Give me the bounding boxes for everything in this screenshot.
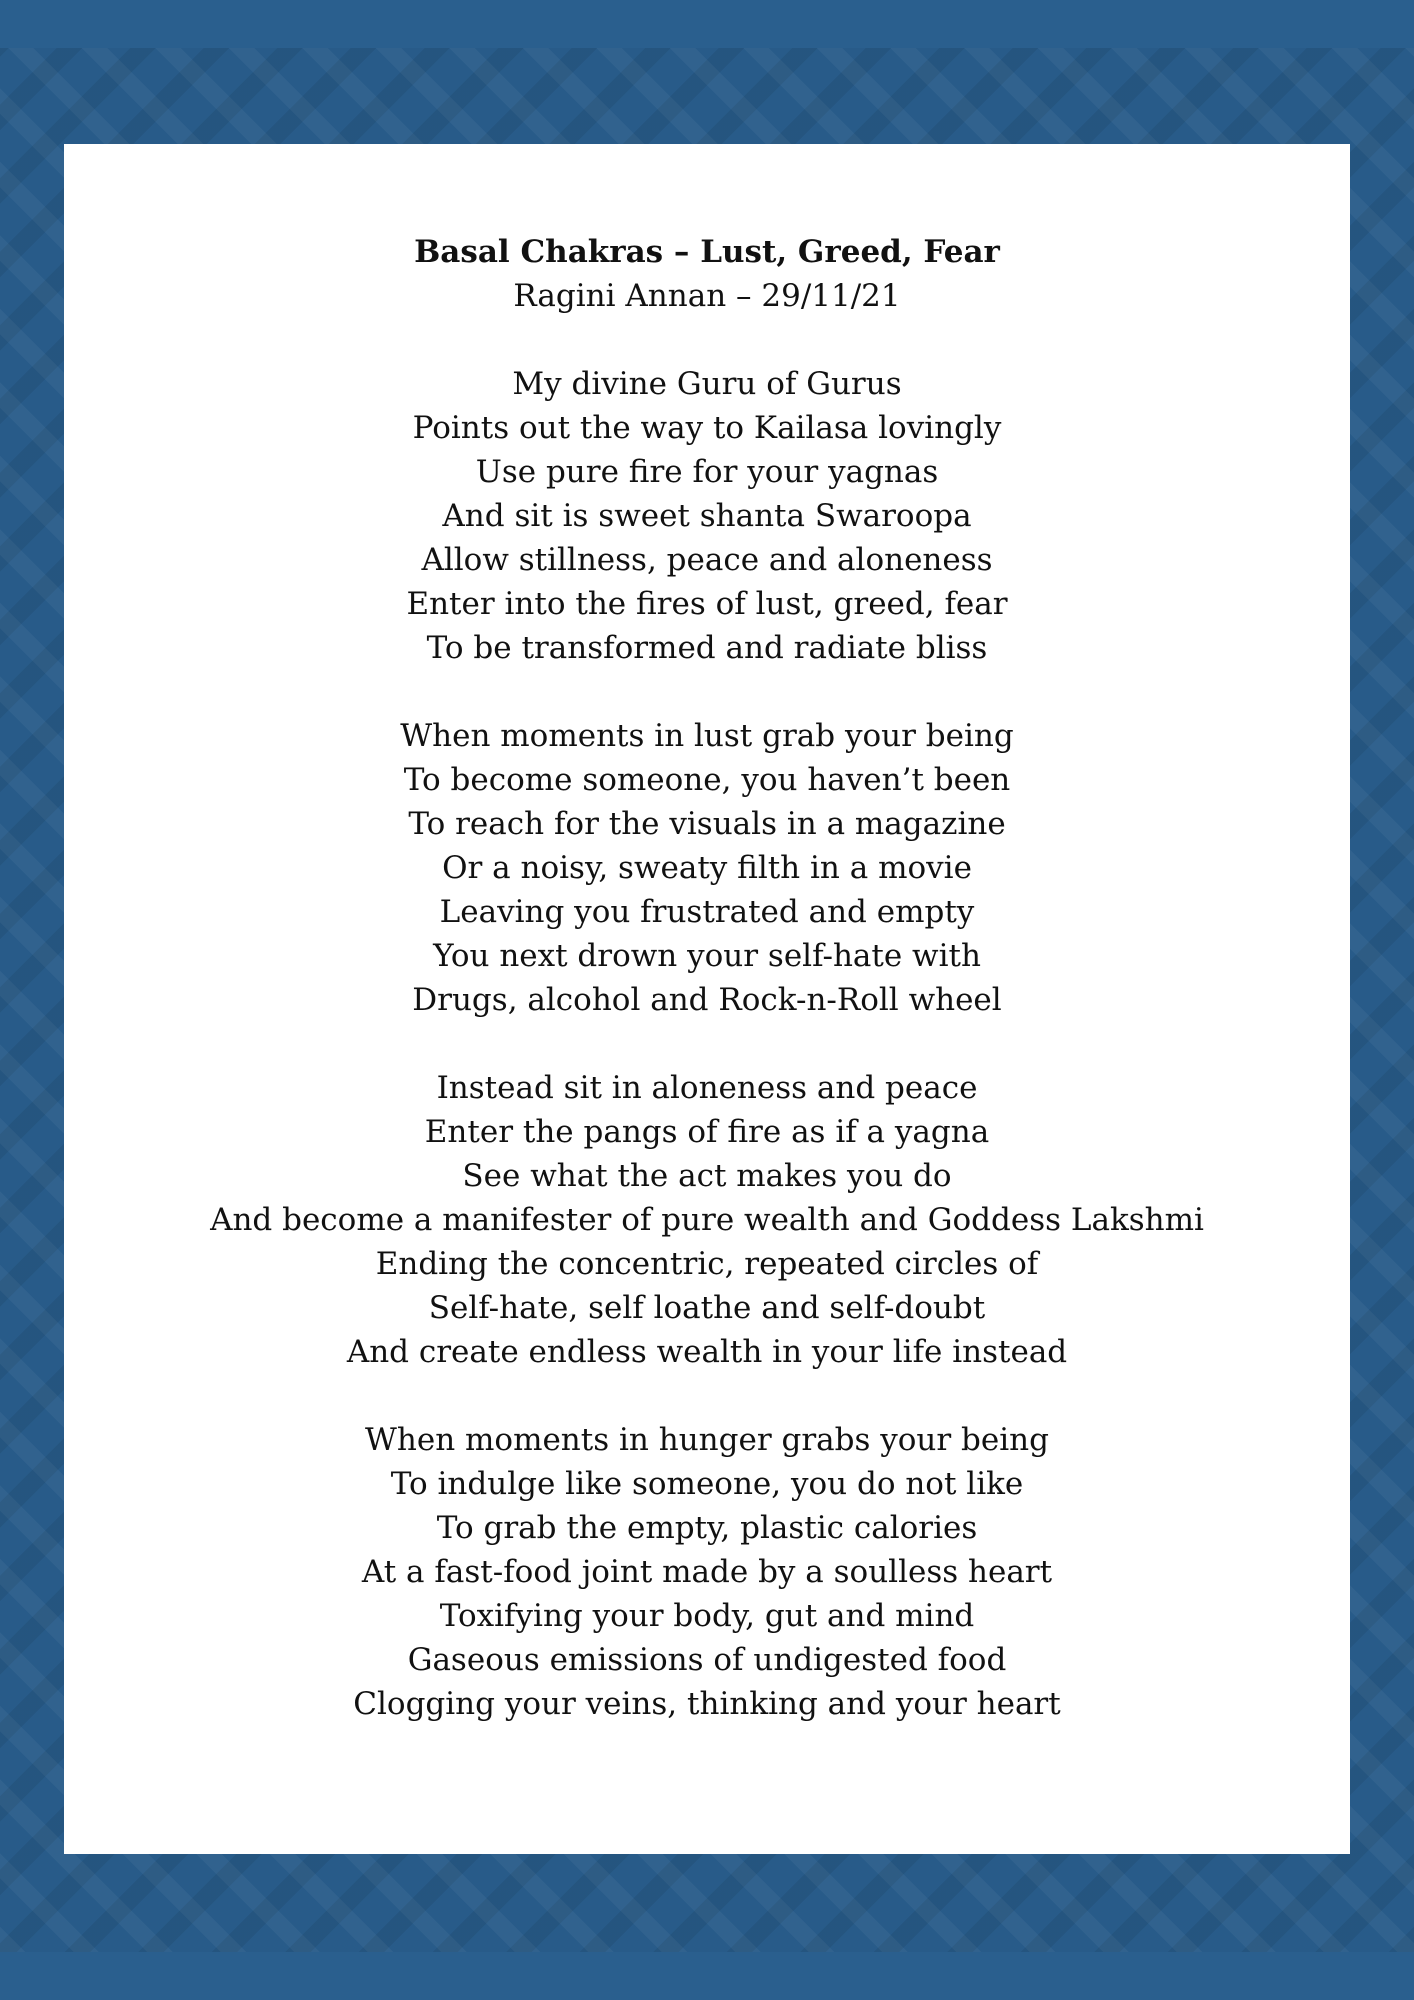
poem-line: At a fast-food joint made by a soulless heart <box>361 1554 1053 1590</box>
poem-line: And create endless wealth in your life instead <box>346 1334 1068 1370</box>
stanza-1 <box>64 362 1350 670</box>
poem <box>64 230 1350 1726</box>
poem-byline: Ragini Annan – 29/11/21 <box>513 278 901 314</box>
stanza-4 <box>64 1418 1350 1726</box>
poem-line: Ending the concentric, repeated circles of <box>375 1246 1039 1282</box>
poem-line: When moments in hunger grabs your being <box>365 1422 1049 1458</box>
poem-line: Gaseous emissions of undigested food <box>407 1642 1007 1678</box>
poem-line: And sit is sweet shanta Swaroopa <box>442 498 972 534</box>
stanza-2 <box>64 714 1350 1022</box>
poem-line: To indulge like someone, you do not like <box>390 1466 1024 1502</box>
poem-page <box>64 144 1350 1854</box>
poem-line: Drugs, alcohol and Rock-n-Roll wheel <box>412 982 1002 1018</box>
poem-line: Points out the way to Kailasa lovingly <box>412 410 1002 446</box>
poem-line: Toxifying your body, gut and mind <box>439 1598 975 1634</box>
poem-line: And become a manifester of pure wealth and Goddess Lakshmi <box>210 1202 1204 1238</box>
poem-line: Leaving you frustrated and empty <box>439 894 975 930</box>
poem-line: When moments in lust grab your being <box>400 718 1014 754</box>
poem-line: You next drown your self-hate with <box>433 938 981 974</box>
poem-line: To reach for the visuals in a magazine <box>408 806 1006 842</box>
poem-line: Instead sit in aloneness and peace <box>436 1070 978 1106</box>
poem-line: Or a noisy, sweaty filth in a movie <box>442 850 972 886</box>
poem-line: Enter the pangs of fire as if a yagna <box>424 1114 990 1150</box>
poem-line: My divine Guru of Gurus <box>512 366 902 402</box>
stanza-3 <box>64 1066 1350 1374</box>
poem-line: Clogging your veins, thinking and your heart <box>353 1686 1061 1722</box>
poem-line: To grab the empty, plastic calories <box>436 1510 978 1546</box>
poem-line: See what the act makes you do <box>462 1158 952 1194</box>
poem-line: Use pure fire for your yagnas <box>475 454 939 490</box>
poem-line: Enter into the fires of lust, greed, fear <box>406 586 1008 622</box>
poem-line: To be transformed and radiate bliss <box>426 630 988 666</box>
poem-line: Allow stillness, peace and aloneness <box>421 542 993 578</box>
poem-line: Self-hate, self loathe and self-doubt <box>428 1290 986 1326</box>
poem-title: Basal Chakras – Lust, Greed, Fear <box>414 234 1000 270</box>
poem-line: To become someone, you haven’t been <box>403 762 1011 798</box>
